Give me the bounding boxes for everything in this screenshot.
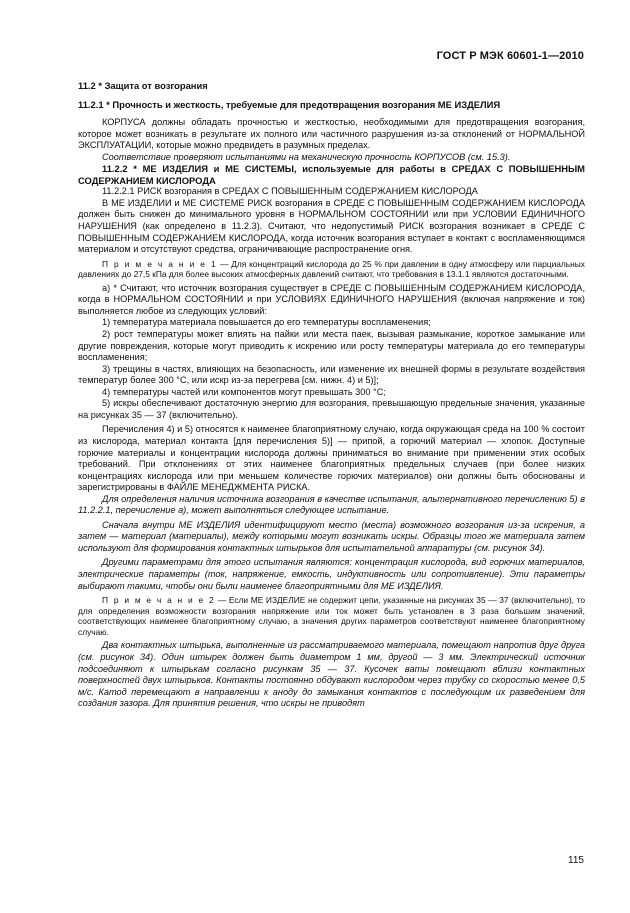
- paragraph-first-step: Сначала внутри МЕ ИЗДЕЛИЯ идентифицируют место (места) возможного возгорания из-за искрения, а затем — материал (материалы), между которыми могут возникать искры. Образцы того же материала затем используют для формирования контактных штырьков для испытательной аппаратуры (см. рисунок 34).: [78, 519, 585, 553]
- list-item: 5) искры обеспечивают достаточную энергию для возгорания, превышающую предельные значения, указанные на рисунках 35 — 37 (включительно).: [78, 398, 585, 420]
- note-2: [78, 595, 585, 637]
- paragraph-item-a: а) * Считают, что источник возгорания существует в СРЕДЕ С ПОВЫШЕННЫМ СОДЕРЖАНИЕМ КИСЛОРОДА, когда в НОРМАЛЬНОМ СОСТОЯНИИ и при УСЛОВИЯХ ЕДИНИЧНОГО НАРУШЕНИЯ (включая напряжение и ток) выполняется любое из следующих условий:: [78, 282, 585, 316]
- section-title: 11.2 * Защита от возгорания: [78, 80, 208, 91]
- paragraph-enclosures: КОРПУСА должны обладать прочностью и жесткостью, необходимыми для предотвращения возгорания, которое может возникать в результате их полного или частичного разрушения из-за отклонений от НОРМАЛЬНОЙ ЭКСПЛУАТАЦИИ, которые можно предвидеть в разумных пределах.: [78, 117, 585, 151]
- subsection-title-11-2-2-1: 11.2.2.1 РИСК возгорания в СРЕДАХ С ПОВЫШЕННЫМ СОДЕРЖАНИЕМ КИСЛОРОДА: [102, 186, 478, 197]
- list-item: 2) рост температуры может влиять на пайки или места паек, вызывая размыкание, короткое замыкание или другие повреждения, которые могут приводить к искрению или росту температуры материала до его температуры воспламенения;: [78, 329, 585, 363]
- paragraph-fire-risk: В МЕ ИЗДЕЛИИ и МЕ СИСТЕМЕ РИСК возгорания в СРЕДЕ С ПОВЫШЕННЫМ СОДЕРЖАНИЕМ КИСЛОРОДА должен быть снижен до минимального уровня в НОРМАЛЬНОМ СОСТОЯНИИ или при УСЛОВИИ ЕДИНИЧНОГО НАРУШЕНИЯ (как определено в 11.2.3). Считают, что недопустимый РИСК возгорания возникает в СРЕДЕ С ПОВЫШЕННЫМ СОДЕРЖАНИЕМ КИСЛОРОДА, когда источник возгорания вступает в контакт с воспламеняющимся материалом и отсутствуют средства, ограничивающие распространение огня.: [78, 197, 585, 255]
- page-number: 115: [568, 855, 584, 866]
- paragraph-other-params: Другими параметрами для этого испытания являются: концентрация кислорода, вид горючих материалов, электрические параметры (ток, напряжение, емкость, индуктивность или сопротивление). Эти параметры выбирают такими, чтобы они были наименее благоприятными для МЕ ИЗДЕЛИЯ.: [78, 557, 585, 591]
- document-body: [78, 80, 585, 710]
- list-item: 3) трещины в частях, влияющих на безопасность, или изменение их внешней формы в результате воздействия температур более 300 °С, или искр из-за перегрева [см. нижн. 4) и 5)];: [78, 363, 585, 386]
- list-item: 4) температуры частей или компонентов могут превышать 300 °С;: [102, 386, 386, 397]
- list-item: 1) температура материала повышается до его температуры воспламенения;: [102, 317, 431, 328]
- paragraph-contact-pins: Два контактных штырька, выполненные из рассматриваемого материала, помещают напротив друг друга (см. рисунок 34). Один штырек должен быть диаметром 1 мм, другой — 3 мм. Электрический источник подсоединяют к штырькам согласно рисункам 35 — 37. Кусочек ваты помещают вблизи контактных поверхностей двух штырьков. Контакты постоянно обдувают кислородом через трубку со скоростью менее 0,5 м/с. Катод перемещают в направлении к аноду до замыкания контактов с последующим их разведением для создания зазора. Для принятия решения, что искры не приводят: [78, 640, 585, 709]
- note-1: [78, 259, 585, 280]
- note-2-label: П р и м е ч а н и е 2: [102, 595, 216, 606]
- note-1-text: — Для концентраций кислорода до 25 % при давлении в одну атмосферу или парциальных давлениях до 27,5 кПа для более высоких атмосферных давлений считают, что требования в 13.1.1 являются достаточными.: [78, 258, 585, 280]
- note-1-label: П р и м е ч а н и е 1: [102, 258, 218, 269]
- paragraph-enumerations: Перечисления 4) и 5) относятся к наименее благоприятному случаю, когда окружающая среда на 100 % состоит из кислорода, материал контакта [для перечисления 5)] — припой, а горючий материал — хлопок. Доступные горючие материалы и концентрации кислорода должны приниматься во внимание при применении этих особых требований. При отклонениях от этих наименее благоприятных предельных случаев (при более низких концентрациях кислорода или при меньшем количестве горючих материалов) они должны быть обоснованы и зарегистрированы в ФАЙЛЕ МЕНЕДЖМЕНТА РИСКА.: [78, 424, 585, 493]
- subsection-title-11-2-1: 11.2.1 * Прочность и жесткость, требуемые для предотвращения возгорания МЕ ИЗДЕЛИЯ: [78, 98, 501, 110]
- paragraph-alt-test: Для определения наличия источника возгорания в качестве испытания, альтернативного перечислению 5) в 11.2.2.1, перечисление а), может выполняться следующее испытание.: [78, 493, 585, 516]
- document-code-header: ГОСТ Р МЭК 60601-1—2010: [436, 50, 584, 62]
- note-2-text: — Если МЕ ИЗДЕЛИЕ не содержит цепи, указанные на рисунках 35 — 37 (включительно), то для определения возможности возгорания напряжение или ток может быть установлен в 3 раза большим значений, соответствующих наименее благоприятному случаю, а значения других параметров соответствуют наименее благоприятному случаю.: [78, 595, 585, 637]
- compliance-check-text: Соответствие проверяют испытаниями на механическую прочность КОРПУСОВ (см. 15.3).: [102, 151, 511, 162]
- subsection-title-11-2-2: 11.2.2 * МЕ ИЗДЕЛИЯ и МЕ СИСТЕМЫ, используемые для работы в СРЕДАХ С ПОВЫШЕННЫМ СОДЕРЖАНИЕМ КИСЛОРОДА: [78, 163, 585, 186]
